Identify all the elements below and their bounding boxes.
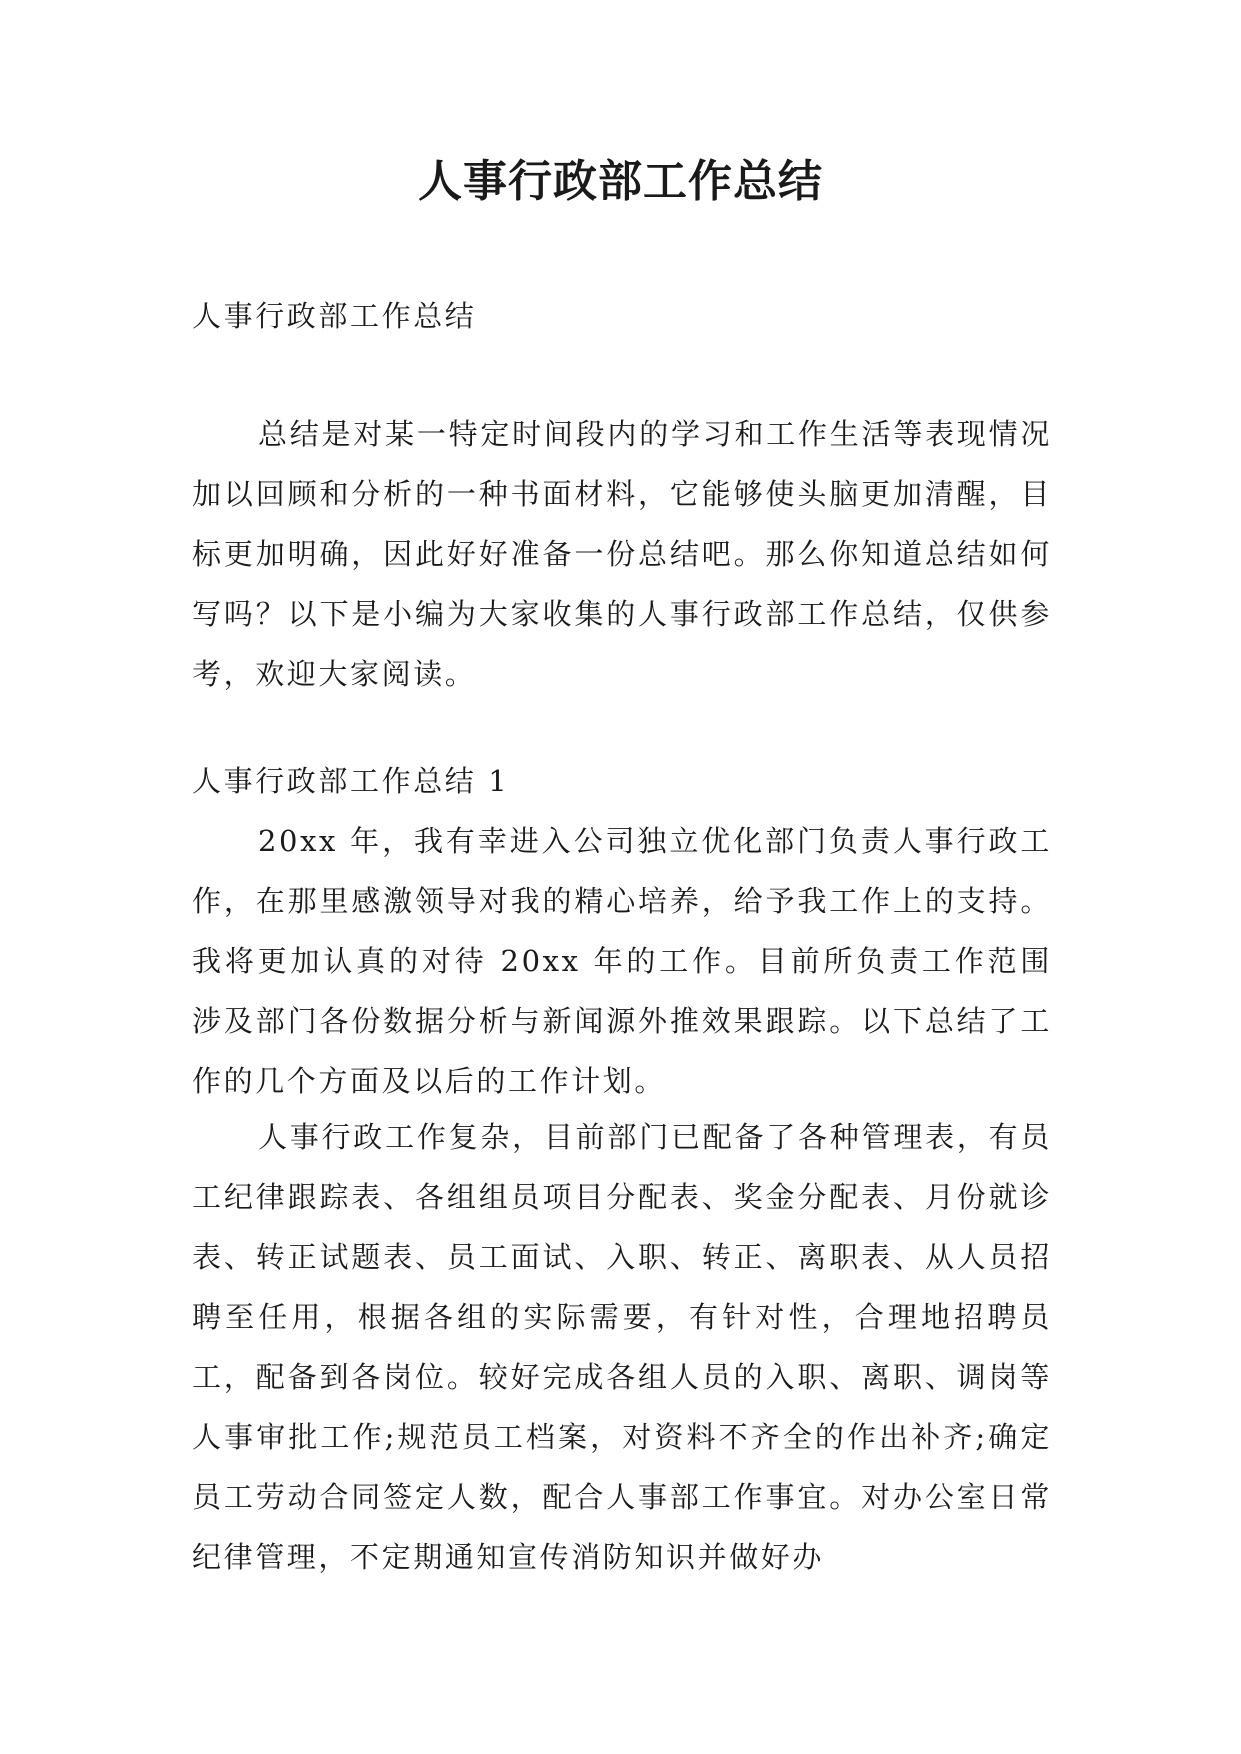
intro-paragraph: 总结是对某一特定时间段内的学习和工作生活等表现情况加以回顾和分析的一种书面材料，它能够使头脑更加清醒，目标更加明确，因此好好准备一份总结吧。那么你知道总结如何写吗？以下是小编为大家收集的人事行政部工作总结，仅供参考，欢迎大家阅读。 — [192, 417, 1052, 691]
body-paragraph-1: 20xx 年，我有幸进入公司独立优化部门负责人事行政工作，在那里感激领导对我的精心培养，给予我工作上的支持。我将更加认真的对待 20xx 年的工作。目前所负责工作范围涉及部门各份数据分析与新闻源外推效果跟踪。以下总结了工作的几个方面及以后的工作计划。 — [192, 824, 1052, 1098]
document-title: 人事行政部工作总结 — [418, 156, 823, 207]
section-heading: 人事行政部工作总结 1 — [192, 764, 510, 798]
document-subtitle: 人事行政部工作总结 — [192, 299, 477, 333]
body-paragraph-2: 人事行政工作复杂，目前部门已配备了各种管理表，有员工纪律跟踪表、各组组员项目分配表、奖金分配表、月份就诊表、转正试题表、员工面试、入职、转正、离职表、从人员招聘至任用，根据各组的实际需要，有针对性，合理地招聘员工，配备到各岗位。较好完成各组人员的入职、离职、调岗等人事审批工作;规范员工档案，对资料不齐全的作出补齐;确定员工劳动合同签定人数，配合人事部工作事宜。对办公室日常纪律管理，不定期通知宣传消防知识并做好办 — [192, 1120, 1052, 1574]
